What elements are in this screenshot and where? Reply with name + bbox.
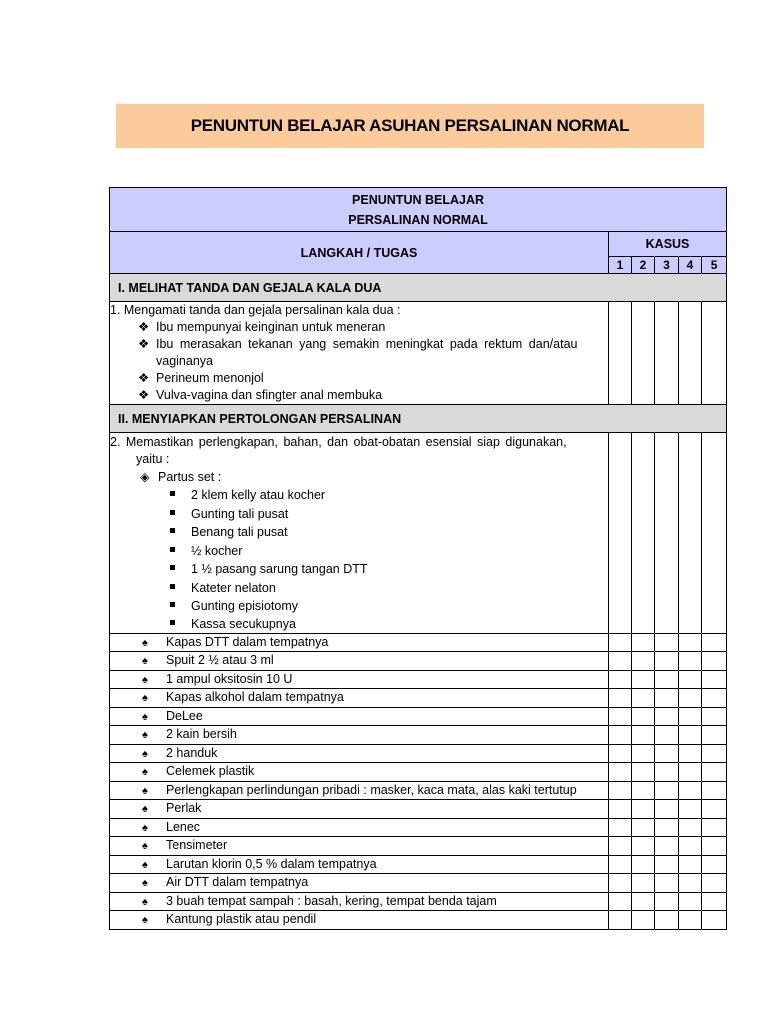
kasus-checkbox[interactable]	[655, 837, 679, 856]
list-item: ½ kocher	[110, 542, 608, 561]
table-row	[110, 689, 727, 708]
table-row	[110, 781, 727, 800]
kasus-checkbox[interactable]	[702, 433, 727, 634]
list-item	[118, 634, 602, 652]
kasus-checkbox[interactable]	[609, 781, 632, 800]
list-item: ❖ Perineum menonjol	[138, 371, 264, 385]
kasus-checkbox[interactable]	[632, 874, 655, 893]
list-item: ❖ Ibu mempunyai keinginan untuk meneran	[138, 320, 386, 334]
list-item-text: Celemek plastik	[166, 764, 255, 778]
spade-bullet-icon: ♠	[142, 914, 148, 926]
list-item	[118, 893, 602, 911]
kasus-checkbox[interactable]	[679, 837, 702, 856]
header-line-1: PENUNTUN BELAJAR	[352, 192, 484, 207]
table-row	[110, 911, 727, 930]
table-row	[110, 837, 727, 856]
partus-set-label: ◈ Partus set :	[140, 470, 222, 484]
list-item-text: Kantung plastik atau pendil	[166, 912, 317, 926]
list-item	[118, 874, 602, 892]
list-item-text: 3 buah tempat sampah : basah, kering, tempat benda tajam	[166, 893, 497, 908]
list-item	[118, 819, 602, 837]
kasus-checkbox[interactable]	[632, 670, 655, 689]
spade-bullet-icon: ♠	[142, 821, 148, 834]
header-line-2: PERSALINAN NORMAL	[348, 212, 488, 227]
list-item-text: Spuit 2 ½ atau 3 ml	[166, 653, 274, 667]
list-item	[118, 671, 602, 689]
step-1-row	[110, 302, 727, 405]
list-item: Kassa secukupnya	[110, 616, 608, 633]
kasus-checkbox[interactable]	[655, 652, 679, 671]
section-2-row	[110, 405, 727, 433]
kasus-checkbox[interactable]	[609, 800, 632, 819]
square-bullet-icon	[170, 547, 175, 552]
kasus-checkbox[interactable]	[702, 818, 727, 837]
spade-bullet-icon: ♠	[142, 729, 148, 741]
kasus-checkbox[interactable]	[679, 689, 702, 708]
spade-bullet-icon: ♠	[142, 877, 148, 889]
kasus-checkbox[interactable]	[679, 911, 702, 930]
kasus-checkbox[interactable]	[702, 744, 727, 763]
table-row	[110, 652, 727, 671]
other-items-body	[110, 633, 727, 929]
spade-bullet-icon: ♠	[142, 803, 148, 815]
kasus-checkbox[interactable]	[632, 781, 655, 800]
list-item: Benang tali pusat	[110, 523, 608, 542]
kasus-checkbox[interactable]	[632, 855, 655, 874]
kasus-checkbox[interactable]	[632, 689, 655, 708]
list-item	[118, 726, 602, 744]
kasus-checkbox[interactable]	[655, 633, 679, 652]
list-item	[118, 782, 602, 800]
kasus-checkbox[interactable]	[632, 763, 655, 782]
list-item	[118, 911, 602, 929]
kasus-checkbox[interactable]	[655, 763, 679, 782]
section-1-row	[110, 274, 727, 302]
list-item-text: Perlengkapan perlindungan pribadi : masker, kaca mata, alas kaki tertutup	[166, 782, 577, 797]
table-row	[110, 744, 727, 763]
kasus-checkbox[interactable]	[632, 837, 655, 856]
spade-bullet-icon: ♠	[142, 747, 148, 760]
kasus-checkbox[interactable]	[609, 892, 632, 911]
kasus-checkbox[interactable]	[655, 433, 679, 634]
kasus-checkbox[interactable]	[702, 652, 727, 671]
spade-bullet-icon: ♠	[142, 766, 148, 778]
column-header-row	[110, 232, 727, 257]
table-header-title-row	[110, 188, 727, 232]
table-row	[110, 855, 727, 874]
step-2-intro-row	[110, 433, 727, 634]
section-1-title: I. MELIHAT TANDA DAN GEJALA KALA DUA	[110, 274, 727, 302]
kasus-checkbox[interactable]	[679, 818, 702, 837]
table-row	[110, 633, 727, 652]
diamond-bullet-icon: ❖	[138, 388, 150, 402]
list-item-text: 2 handuk	[166, 745, 218, 760]
section-2-title: II. MENYIAPKAN PERTOLONGAN PERSALINAN	[110, 405, 727, 433]
spade-bullet-icon: ♠	[142, 673, 148, 686]
kasus-checkbox[interactable]	[655, 800, 679, 819]
kasus-checkbox[interactable]	[609, 670, 632, 689]
kasus-checkbox[interactable]	[655, 726, 679, 745]
spade-bullet-icon: ♠	[142, 895, 148, 908]
list-item: Gunting episiotomy	[110, 597, 608, 616]
square-bullet-icon	[170, 528, 175, 533]
step-2-intro: 2. Memastikan perlengkapan, bahan, dan obat-obatan esensial siap digunakan,	[110, 435, 567, 449]
kasus-number: 1	[609, 257, 632, 274]
kasus-checkbox[interactable]	[702, 837, 727, 856]
table-row	[110, 763, 727, 782]
list-item: 1 ½ pasang sarung tangan DTT	[110, 560, 608, 579]
kasus-checkbox[interactable]	[609, 874, 632, 893]
list-item-text: Larutan klorin 0,5 % dalam tempatnya	[166, 856, 377, 871]
kasus-checkbox[interactable]	[702, 800, 727, 819]
kasus-checkbox[interactable]	[609, 652, 632, 671]
kasus-number: 5	[702, 257, 727, 274]
kasus-checkbox[interactable]	[632, 633, 655, 652]
kasus-checkbox[interactable]	[679, 707, 702, 726]
kasus-checkbox[interactable]	[655, 781, 679, 800]
square-bullet-icon	[170, 510, 175, 515]
list-item	[118, 856, 602, 874]
square-bullet-icon	[170, 491, 175, 496]
diamond-bullet-icon: ❖	[138, 320, 150, 334]
diamond-outline-bullet-icon: ◈	[140, 470, 150, 484]
kasus-checkbox[interactable]	[609, 818, 632, 837]
kasus-checkbox[interactable]	[609, 855, 632, 874]
square-bullet-icon	[170, 602, 175, 607]
list-item-text: Air DTT dalam tempatnya	[166, 875, 309, 889]
table-row	[110, 892, 727, 911]
list-item: ❖ Ibu merasakan tekanan yang semakin meningkat pada rektum dan/atau	[138, 337, 578, 351]
spade-bullet-icon: ♠	[142, 692, 148, 704]
kasus-checkbox[interactable]	[679, 670, 702, 689]
kasus-checkbox[interactable]	[632, 892, 655, 911]
table-row	[110, 800, 727, 819]
page-title	[116, 104, 704, 148]
page-title-text: PENUNTUN BELAJAR ASUHAN PERSALINAN NORMAL	[190, 116, 630, 135]
spade-bullet-icon: ♠	[142, 858, 148, 871]
kasus-checkbox[interactable]	[609, 763, 632, 782]
kasus-checkbox[interactable]	[702, 874, 727, 893]
kasus-checkbox[interactable]	[679, 763, 702, 782]
square-bullet-icon	[170, 565, 175, 570]
spade-bullet-icon: ♠	[142, 840, 148, 852]
kasus-checkbox[interactable]	[632, 744, 655, 763]
list-item-text: DeLee	[166, 708, 203, 723]
kasus-checkbox[interactable]	[609, 433, 632, 634]
diamond-bullet-icon: ❖	[138, 337, 150, 351]
kasus-checkbox[interactable]	[679, 726, 702, 745]
kasus-checkbox[interactable]	[679, 652, 702, 671]
spade-bullet-icon: ♠	[142, 636, 148, 649]
list-item: ❖ Vulva-vagina dan sfingter anal membuka	[138, 388, 383, 402]
table-row	[110, 874, 727, 893]
kasus-checkbox[interactable]	[702, 633, 727, 652]
list-item: Kateter nelaton	[110, 579, 608, 598]
list-item-text: Tensimeter	[166, 838, 228, 852]
step-1-intro: 1. Mengamati tanda dan gejala persalinan kala dua :	[110, 303, 401, 317]
kasus-checkbox[interactable]	[702, 781, 727, 800]
list-item	[118, 800, 602, 818]
kasus-checkbox[interactable]	[679, 433, 702, 634]
checklist-table	[109, 187, 727, 930]
col-task-header: LANGKAH / TUGAS	[110, 232, 609, 274]
table-row	[110, 707, 727, 726]
list-item-text: Perlak	[166, 801, 202, 815]
list-item-text: Lenec	[166, 819, 201, 834]
kasus-checkbox[interactable]	[632, 302, 655, 405]
kasus-checkbox[interactable]	[609, 911, 632, 930]
list-item-text: Kapas DTT dalam tempatnya	[166, 634, 329, 649]
kasus-checkbox[interactable]	[632, 433, 655, 634]
kasus-checkbox[interactable]	[632, 652, 655, 671]
kasus-checkbox[interactable]	[679, 302, 702, 405]
col-kasus-header: KASUS	[609, 232, 727, 257]
step-2-intro-cont: yaitu :	[136, 452, 170, 466]
kasus-checkbox[interactable]	[632, 800, 655, 819]
kasus-checkbox[interactable]	[632, 911, 655, 930]
diamond-bullet-icon: ❖	[138, 371, 150, 385]
list-item-text: 1 ampul oksitosin 10 U	[166, 671, 293, 686]
list-item	[118, 689, 602, 707]
list-item	[118, 837, 602, 855]
kasus-checkbox[interactable]	[702, 670, 727, 689]
kasus-checkbox[interactable]	[609, 837, 632, 856]
kasus-checkbox[interactable]	[632, 818, 655, 837]
list-item	[118, 745, 602, 763]
kasus-checkbox[interactable]	[679, 800, 702, 819]
table-row	[110, 818, 727, 837]
kasus-checkbox[interactable]	[702, 302, 727, 405]
kasus-checkbox[interactable]	[632, 707, 655, 726]
kasus-checkbox[interactable]	[702, 855, 727, 874]
kasus-checkbox[interactable]	[679, 855, 702, 874]
kasus-checkbox[interactable]	[632, 726, 655, 745]
list-item	[118, 652, 602, 670]
kasus-checkbox[interactable]	[655, 911, 679, 930]
kasus-checkbox[interactable]	[702, 763, 727, 782]
kasus-checkbox[interactable]	[702, 911, 727, 930]
kasus-checkbox[interactable]	[609, 689, 632, 708]
list-item-continuation: vaginanya	[156, 354, 213, 368]
kasus-number: 3	[655, 257, 679, 274]
kasus-checkbox[interactable]	[655, 689, 679, 708]
kasus-checkbox[interactable]	[702, 892, 727, 911]
kasus-checkbox[interactable]	[655, 670, 679, 689]
kasus-checkbox[interactable]	[655, 302, 679, 405]
kasus-checkbox[interactable]	[702, 707, 727, 726]
kasus-checkbox[interactable]	[679, 744, 702, 763]
kasus-checkbox[interactable]	[655, 818, 679, 837]
list-item-text: Kapas alkohol dalam tempatnya	[166, 690, 344, 704]
list-item	[118, 763, 602, 781]
kasus-checkbox[interactable]	[655, 874, 679, 893]
kasus-checkbox[interactable]	[609, 744, 632, 763]
kasus-checkbox[interactable]	[609, 633, 632, 652]
kasus-number: 4	[679, 257, 702, 274]
list-item-text: 2 kain bersih	[166, 727, 237, 741]
kasus-checkbox[interactable]	[679, 874, 702, 893]
list-item	[118, 708, 602, 726]
kasus-checkbox[interactable]	[609, 726, 632, 745]
kasus-checkbox[interactable]	[702, 689, 727, 708]
kasus-checkbox[interactable]	[655, 892, 679, 911]
kasus-checkbox[interactable]	[655, 744, 679, 763]
spade-bullet-icon: ♠	[142, 710, 148, 723]
spade-bullet-icon: ♠	[142, 784, 148, 797]
kasus-number: 2	[632, 257, 655, 274]
kasus-checkbox[interactable]	[679, 892, 702, 911]
kasus-checkbox[interactable]	[679, 633, 702, 652]
kasus-checkbox[interactable]	[609, 707, 632, 726]
kasus-checkbox[interactable]	[702, 726, 727, 745]
kasus-checkbox[interactable]	[655, 707, 679, 726]
kasus-checkbox[interactable]	[655, 855, 679, 874]
table-row	[110, 670, 727, 689]
kasus-checkbox[interactable]	[679, 781, 702, 800]
square-bullet-icon	[170, 584, 175, 589]
table-row	[110, 726, 727, 745]
kasus-checkbox[interactable]	[609, 302, 632, 405]
list-item: Gunting tali pusat	[110, 505, 608, 524]
square-bullet-icon	[170, 620, 175, 625]
spade-bullet-icon: ♠	[142, 655, 148, 667]
list-item: 2 klem kelly atau kocher	[110, 486, 608, 505]
